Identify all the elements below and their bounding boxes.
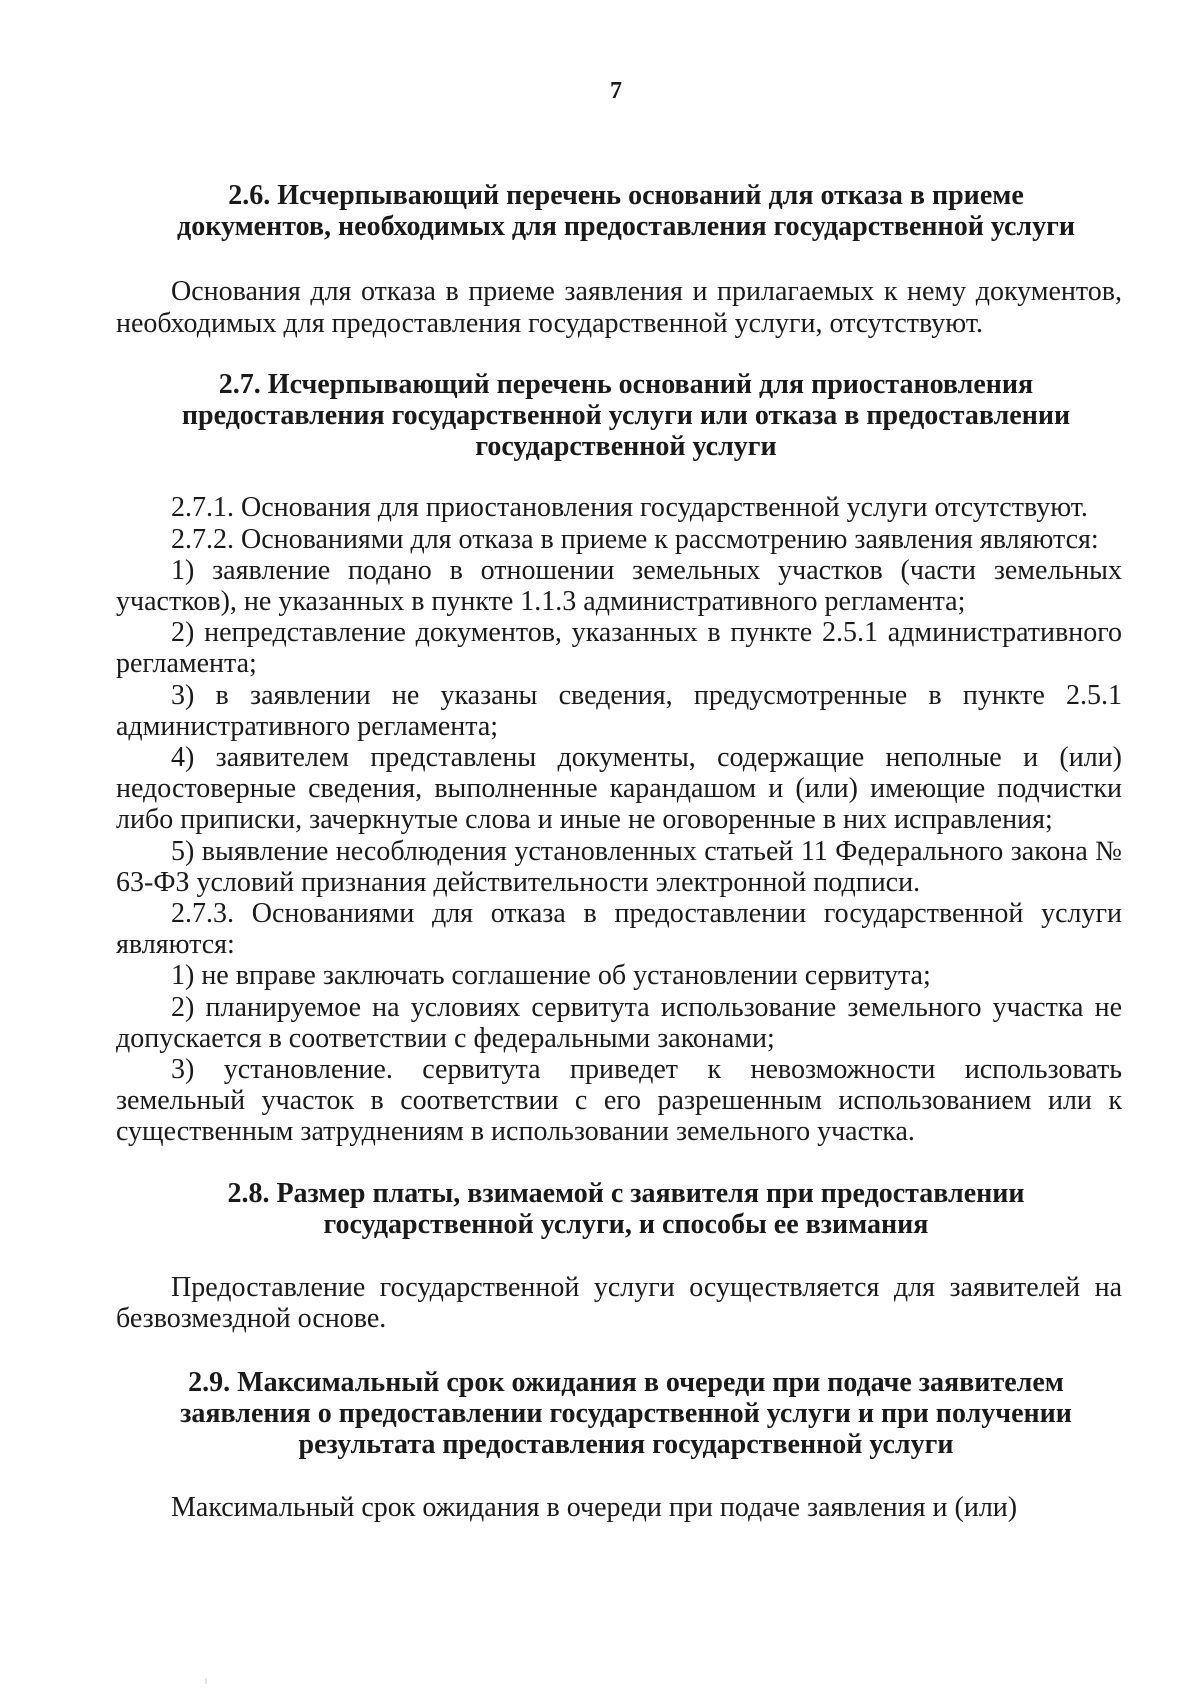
section-heading: 2.7. Исчерпывающий перечень оснований для приостановления предоставления государственной услуги или отказа в предоставлении государственной услуги — [181, 368, 1071, 463]
list-item: 3) в заявлении не указаны сведения, предусмотренные в пункте 2.5.1 административного регламента; — [116, 679, 1122, 742]
section-heading: 2.8. Размер платы, взимаемой с заявителя при предоставлении государственной услуги, и способы ее взимания — [227, 1177, 1025, 1240]
section-heading: 2.6. Исчерпывающий перечень оснований для отказа в приеме документов, необходимых для предоставления государственной услуги — [177, 180, 1075, 243]
paragraph: Предоставление государственной услуги осуществляется для заявителей на безвозмездной основе. — [116, 1272, 1122, 1335]
list-item: 2) планируемое на условиях сервитута использование земельного участка не допускается в соответствии с федеральными законами; — [116, 991, 1122, 1054]
paragraph: 2.7.2. Основаниями для отказа в приеме к рассмотрению заявления являются: — [171, 523, 1099, 555]
section-2-9 — [116, 1367, 1122, 1524]
scan-speck — [205, 1678, 207, 1684]
section-2-6 — [116, 180, 1122, 339]
paragraph: Максимальный срок ожидания в очереди при подаче заявления и (или) — [171, 1492, 1018, 1524]
list-item: 4) заявителем представлены документы, содержащие неполные и (или) недостоверные сведения, выполненные карандашом и (или) имеющие подчистки либо приписки, зачеркнутые слова и иные не оговоренные в них исправления; — [116, 742, 1122, 836]
list-item: 2) непредставление документов, указанных в пункте 2.5.1 административного регламента; — [116, 617, 1122, 680]
paragraph: 2.7.1. Основания для приостановления государственной услуги отсутствуют. — [171, 492, 1088, 524]
document-body — [116, 180, 1122, 1523]
section-2-7 — [116, 369, 1122, 1148]
list-item: 3) установление. сервитута приведет к невозможности использовать земельный участок в соответствии с его разрешенным использованием или к существенным затруднениям в использовании земельного участка. — [116, 1054, 1122, 1148]
page-number: 7 — [610, 78, 622, 104]
section-2-8 — [116, 1178, 1122, 1335]
section-heading: 2.9. Максимальный срок ожидания в очереди при подаче заявителем заявления о предоставлении государственной услуги и при получении результата предоставления государственной услуги — [180, 1366, 1072, 1460]
paragraph: Основания для отказа в приеме заявления и прилагаемых к нему документов, необходимых для предоставления государственной услуги, отсутствуют. — [116, 276, 1122, 339]
list-item: 5) выявление несоблюдения установленных статьей 11 Федерального закона № 63-ФЗ условий признания действительности электронной подписи. — [116, 835, 1122, 898]
paragraph: 2.7.3. Основаниями для отказа в предоставлении государственной услуги являются: — [116, 898, 1122, 961]
list-item: 1) не вправе заключать соглашение об установлении сервитута; — [171, 960, 931, 992]
list-item: 1) заявление подано в отношении земельных участков (части земельных участков), не указанных в пункте 1.1.3 административного регламента; — [116, 554, 1122, 618]
